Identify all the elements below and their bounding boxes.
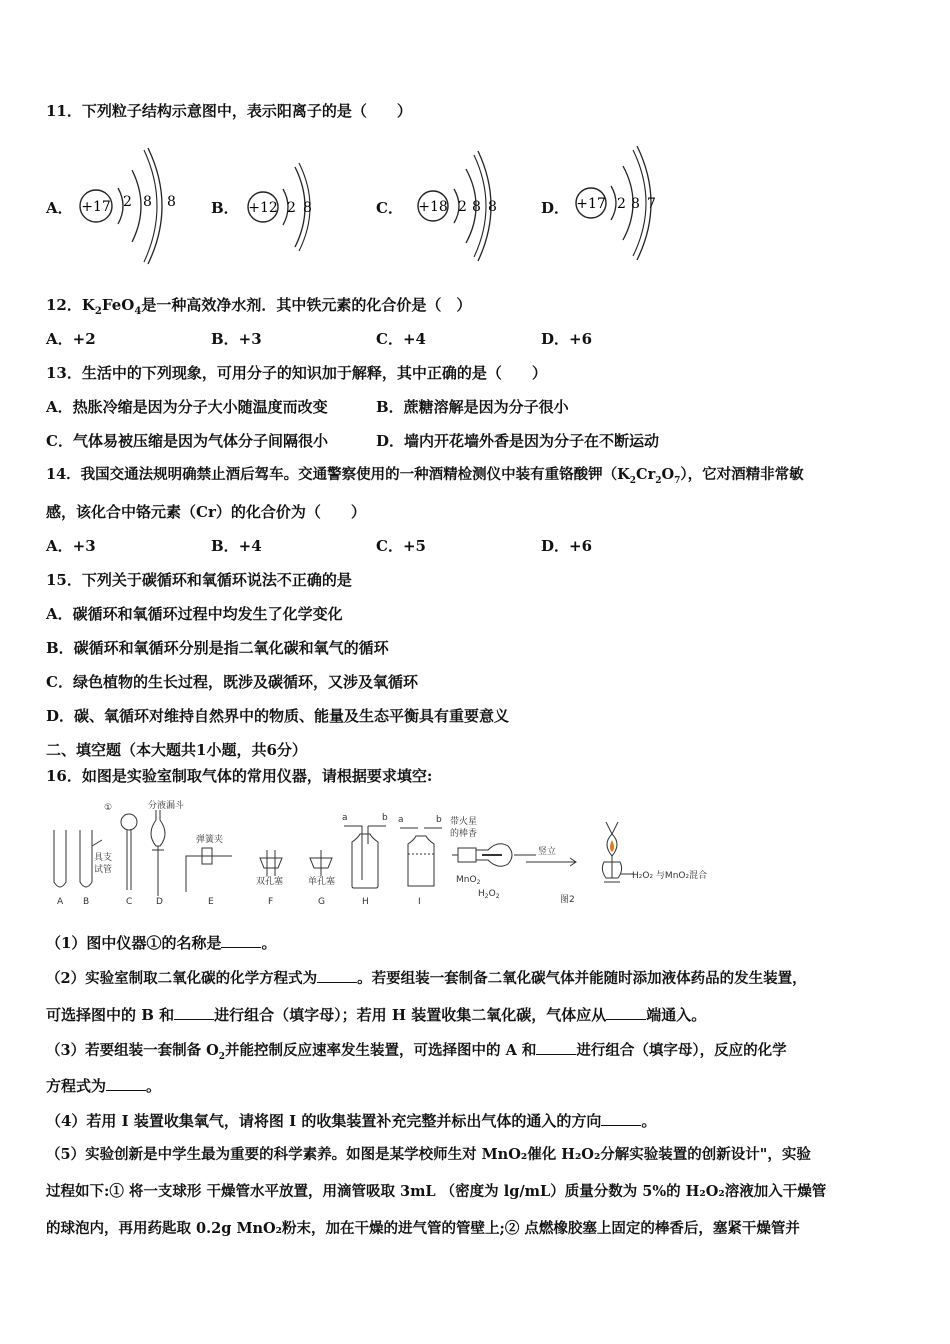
- q12-option-c[interactable]: C．+4: [376, 330, 426, 348]
- svg-text:C: C: [126, 897, 133, 907]
- svg-text:竖立: 竖立: [538, 847, 557, 857]
- svg-text:E: E: [208, 897, 214, 907]
- option-label: B．: [211, 199, 239, 217]
- answer-blank[interactable]: [174, 1005, 214, 1020]
- q15-option-a[interactable]: A．碳循环和氧循环过程中均发生了化学变化: [46, 605, 343, 623]
- svg-text:试管: 试管: [94, 865, 113, 875]
- svg-text:b: b: [436, 815, 442, 825]
- q16-part5-line1: （5）实验创新是中学生最为重要的科学素养。如图是某学校师生对 MnO₂催化 H₂O₂分解实验装置的创新设计"，实验: [46, 1146, 811, 1163]
- svg-text:2: 2: [287, 200, 296, 216]
- svg-text:G: G: [318, 897, 325, 907]
- section-heading: 二、填空题（本大题共1小题，共6分）: [46, 741, 307, 759]
- q16-part2-line2: 可选择图中的 B 和 进行组合（填字母）；若用 H 装置收集二氧化碳，气体应从 端通入。: [46, 1006, 707, 1024]
- q11-stem: 11．下列粒子结构示意图中，表示阳离子的是（ ）: [46, 102, 412, 120]
- svg-text:带火星: 带火星: [450, 817, 478, 827]
- svg-text:①: ①: [104, 803, 113, 813]
- q12-option-b[interactable]: B．+3: [211, 330, 262, 348]
- svg-text:D: D: [156, 897, 163, 907]
- q11-option-c[interactable]: [376, 145, 516, 270]
- svg-text:8: 8: [143, 194, 152, 210]
- answer-blank[interactable]: [106, 1076, 146, 1091]
- q13-option-a[interactable]: A．热胀冷缩是因为分子大小随温度而改变: [46, 398, 328, 416]
- q13-stem: 13．生活中的下列现象，可用分子的知识加于解释，其中正确的是（ ）: [46, 364, 547, 382]
- q14-option-a[interactable]: A．+3: [46, 537, 96, 555]
- q15-option-b[interactable]: B．碳循环和氧循环分别是指二氧化碳和氧气的循环: [46, 639, 389, 657]
- option-label: D．: [541, 199, 570, 217]
- svg-text:分液漏斗: 分液漏斗: [148, 801, 185, 811]
- svg-text:B: B: [83, 897, 90, 907]
- svg-text:a: a: [342, 813, 348, 823]
- svg-text:a: a: [398, 815, 404, 825]
- svg-text:8: 8: [303, 200, 312, 216]
- q15-option-c[interactable]: C．绿色植物的生长过程，既涉及碳循环，又涉及氧循环: [46, 673, 418, 691]
- q15-stem: 15．下列关于碳循环和氧循环说法不正确的是: [46, 571, 352, 589]
- q16-part4: （4）若用 I 装置收集氧气，请将图 I 的收集装置补充完整并标出气体的通入的方向 。: [46, 1112, 657, 1130]
- q13-option-c[interactable]: C．气体易被压缩是因为气体分子间隔很小: [46, 432, 328, 450]
- svg-text:H: H: [362, 897, 369, 907]
- svg-text:2: 2: [617, 196, 626, 212]
- q11-option-a[interactable]: [46, 140, 196, 270]
- svg-text:+17: +17: [81, 199, 111, 215]
- q13-option-d[interactable]: D．墙内开花墙外香是因为分子在不断运动: [376, 432, 660, 450]
- svg-text:的棒香: 的棒香: [450, 829, 478, 839]
- option-label: A．: [46, 199, 73, 217]
- svg-text:H2O2: $H_2O_2$: [478, 889, 500, 900]
- svg-text:I: I: [418, 897, 421, 907]
- answer-blank[interactable]: [317, 968, 357, 983]
- q14-option-d[interactable]: D．+6: [541, 537, 593, 555]
- q14-option-b[interactable]: B．+4: [211, 537, 262, 555]
- svg-text:+18: +18: [418, 199, 448, 215]
- answer-blank[interactable]: [601, 1111, 641, 1126]
- atom-diagram-b: [211, 145, 331, 265]
- svg-text:单孔塞: 单孔塞: [308, 877, 336, 887]
- q14-option-c[interactable]: C．+5: [376, 537, 426, 555]
- svg-text:b: b: [382, 813, 388, 823]
- option-label: C．: [376, 199, 403, 217]
- q15-option-d[interactable]: D．碳、氧循环对维持自然界中的物质、能量及生态平衡具有重要意义: [46, 707, 510, 725]
- q14-stem-line2: 感，该化合中铬元素（Cr）的化合价为（ ）: [46, 503, 366, 521]
- q16-part3-line1: （3）若要组装一套制备 $O_2$并能控制反应速率发生装置，可选择图中的 A 和 进行组合（填字母），反应的化学: [46, 1042, 787, 1062]
- q11-option-b[interactable]: [211, 145, 331, 265]
- svg-text:F: F: [268, 897, 274, 907]
- svg-text:A: A: [57, 897, 64, 907]
- q16-part3-line2: 方程式为 。: [46, 1077, 162, 1095]
- svg-text:MnO2: MnO$_2$: [456, 875, 481, 886]
- q12-option-a[interactable]: A．+2: [46, 330, 96, 348]
- svg-text:H₂O₂ 与MnO₂混合: H₂O₂ 与MnO₂混合: [632, 871, 708, 881]
- q16-stem: 16．如图是实验室制取气体的常用仪器，请根据要求填空:: [46, 767, 433, 785]
- q14-stem-line1: 14．我国交通法规明确禁止酒后驾车。交通警察使用的一种酒精检测仪中装有重铬酸钾$(K_2Cr_2O_7)$，它对酒精非常敏: [46, 466, 804, 486]
- q13-option-b[interactable]: B．蔗糖溶解是因为分子很小: [376, 398, 569, 416]
- atom-diagram-c: [376, 145, 516, 270]
- svg-text:2: 2: [458, 199, 467, 215]
- q16-part2-line1: （2）实验室制取二氧化碳的化学方程式为 。若要组装一套制备二氧化碳气体并能随时添加液体药品的发生装置，: [46, 970, 807, 987]
- svg-text:弹簧夹: 弹簧夹: [196, 835, 224, 845]
- q16-part5-line3: 的球泡内，再用药匙取 0.2g MnO₂粉末，加在干燥的进气管的管壁上;② 点燃橡胶塞上固定的棒香后，塞紧干燥管并: [46, 1220, 800, 1237]
- svg-text:8: 8: [631, 196, 640, 212]
- q12-option-d[interactable]: D．+6: [541, 330, 593, 348]
- svg-text:+12: +12: [248, 200, 278, 216]
- answer-blank[interactable]: [536, 1040, 576, 1055]
- svg-text:双孔塞: 双孔塞: [256, 877, 284, 887]
- svg-text:8: 8: [488, 199, 497, 215]
- atom-diagram-a: [46, 140, 196, 270]
- apparatus-figure: [46, 800, 726, 920]
- svg-text:7: 7: [647, 196, 656, 212]
- q16-part1: （1）图中仪器①的名称是 。: [46, 934, 277, 952]
- atom-diagram-d: [541, 140, 681, 270]
- svg-text:2: 2: [123, 194, 132, 210]
- svg-text:+17: +17: [576, 196, 606, 212]
- q16-part5-line2: 过程如下:① 将一支球形 干燥管水平放置，用滴管吸取 3mL （密度为 lg/mL）质量分数为 5%的 H₂O₂溶液加入干燥管: [46, 1183, 827, 1200]
- svg-text:8: 8: [472, 199, 481, 215]
- q11-option-d[interactable]: [541, 140, 681, 270]
- svg-text:8: 8: [167, 194, 176, 210]
- svg-text:图2: 图2: [560, 895, 575, 905]
- answer-blank[interactable]: [606, 1005, 646, 1020]
- svg-text:具支: 具支: [94, 853, 113, 863]
- answer-blank[interactable]: [221, 933, 261, 948]
- q12-stem: 12．$K_2FeO_4$是一种高效净水剂．其中铁元素的化合价是（ ）: [46, 296, 472, 317]
